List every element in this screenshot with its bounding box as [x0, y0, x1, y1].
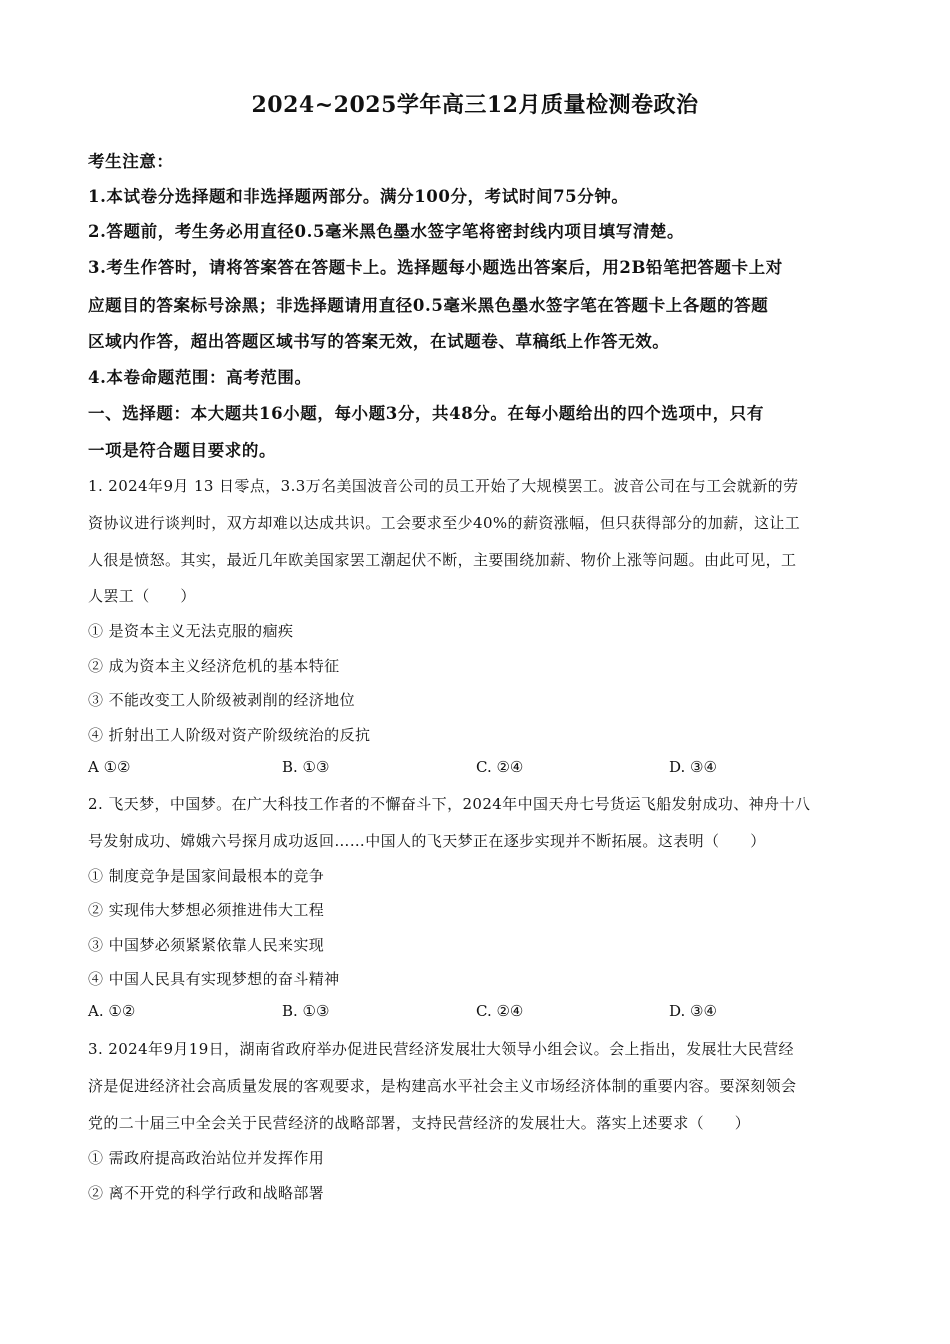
notice-line: 3.考生作答时，请将答案答在答题卡上。选择题每小题选出答案后，用2B铅笔把答题卡上对: [88, 258, 783, 277]
question-stem: 资协议进行谈判时，双方却难以达成共识。工会要求至少40%的薪资涨幅，但只获得部分的加薪，这让工: [88, 514, 801, 532]
notice-line: 2.答题前，考生务必用直径0.5毫米黑色墨水签字笔将密封线内项目填写清楚。: [88, 222, 685, 241]
question-item: ③ 中国梦必须紧紧依靠人民来实现: [88, 936, 325, 954]
notice-line: 4.本卷命题范围：高考范围。: [88, 368, 312, 387]
option-d: D. ③④: [669, 1002, 717, 1020]
question-stem: 济是促进经济社会高质量发展的客观要求，是构建高水平社会主义市场经济体制的重要内容。要深刻领会: [88, 1077, 797, 1095]
question-item: ③ 不能改变工人阶级被剥削的经济地位: [88, 691, 355, 709]
question-stem: 2. 飞天梦，中国梦。在广大科技工作者的不懈奋斗下，2024年中国天舟七号货运飞船发射成功、神舟十八: [88, 795, 811, 813]
question-item: ① 是资本主义无法克服的痼疾: [88, 622, 294, 640]
question-item: ④ 折射出工人阶级对资产阶级统治的反抗: [88, 726, 371, 744]
question-item: ② 实现伟大梦想必须推进伟大工程: [88, 901, 325, 919]
section-heading: 一项是符合题目要求的。: [88, 441, 277, 460]
option-b: B. ①③: [282, 1002, 330, 1020]
question-item: ① 需政府提高政治站位并发挥作用: [88, 1149, 325, 1167]
notice-line: 应题目的答案标号涂黑；非选择题请用直径0.5毫米黑色墨水签字笔在答题卡上各题的答题: [88, 296, 769, 315]
option-a: A ①②: [88, 758, 131, 776]
question-stem: 人很是愤怒。其实，最近几年欧美国家罢工潮起伏不断，主要围绕加薪、物价上涨等问题。由此可见，工: [88, 551, 797, 569]
option-c: C. ②④: [476, 1002, 524, 1020]
question-stem: 党的二十届三中全会关于民营经济的战略部署，支持民营经济的发展壮大。落实上述要求（ ）: [88, 1114, 751, 1132]
notice-heading: 考生注意：: [88, 152, 174, 171]
exam-title: 2024~2025学年高三12月质量检测卷政治: [251, 92, 699, 118]
question-stem: 1. 2024年9月 13 日零点，3.3万名美国波音公司的员工开始了大规模罢工。波音公司在与工会就新的劳: [88, 477, 799, 495]
question-item: ② 成为资本主义经济危机的基本特征: [88, 657, 340, 675]
notice-line: 1.本试卷分选择题和非选择题两部分。满分100分，考试时间75分钟。: [88, 187, 629, 206]
notice-line: 区域内作答，超出答题区域书写的答案无效，在试题卷、草稿纸上作答无效。: [88, 332, 670, 351]
question-stem: 人罢工（ ）: [88, 587, 196, 605]
question-item: ④ 中国人民具有实现梦想的奋斗精神: [88, 970, 340, 988]
option-b: B. ①③: [282, 758, 330, 776]
section-heading: 一、选择题：本大题共16小题，每小题3分，共48分。在每小题给出的四个选项中，只有: [88, 404, 765, 423]
question-stem: 3. 2024年9月19日，湖南省政府举办促进民营经济发展壮大领导小组会议。会上指出，发展壮大民营经: [88, 1040, 794, 1058]
option-c: C. ②④: [476, 758, 524, 776]
question-stem: 号发射成功、嫦娥六号探月成功返回……中国人的飞天梦正在逐步实现并不断拓展。这表明（ ）: [88, 832, 766, 850]
option-a: A. ①②: [88, 1002, 136, 1020]
option-d: D. ③④: [669, 758, 717, 776]
question-item: ② 离不开党的科学行政和战略部署: [88, 1184, 325, 1202]
question-item: ① 制度竞争是国家间最根本的竞争: [88, 867, 325, 885]
